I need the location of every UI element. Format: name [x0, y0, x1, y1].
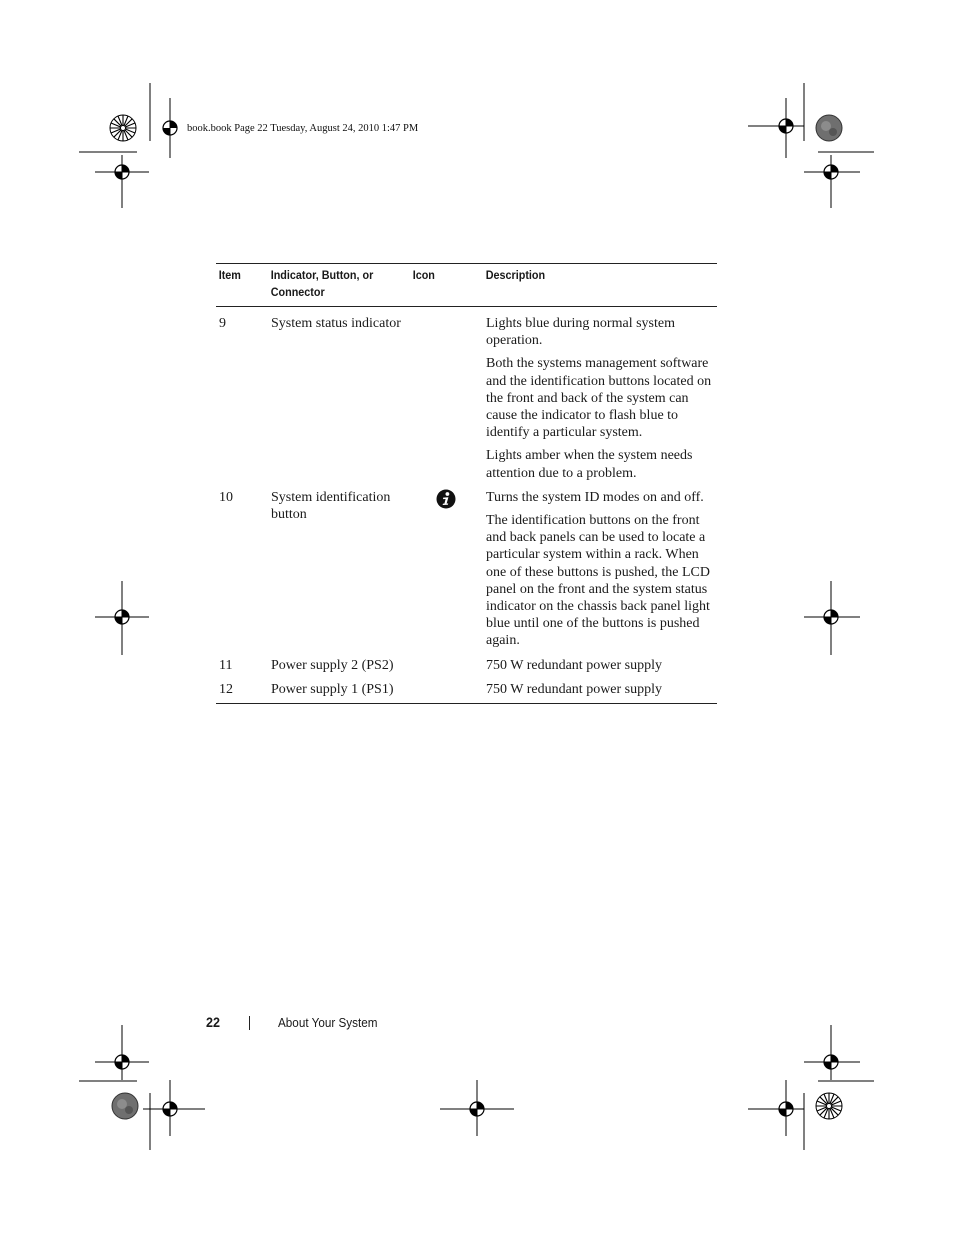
print-header: book.book Page 22 Tuesday, August 24, 2010 1:47 PM: [187, 123, 419, 134]
column-header-item: Item: [218, 268, 241, 282]
item-number: 10: [219, 489, 233, 505]
item-name: Power supply 2 (PS2): [271, 657, 394, 673]
column-header-indicator: Indicator, Button, or Connector: [270, 268, 374, 299]
item-name: System identification button: [271, 489, 391, 523]
column-header-description: Description: [485, 268, 546, 282]
description-paragraph: 750 W redundant power supply: [486, 681, 663, 697]
item-name: Power supply 1 (PS1): [271, 681, 394, 697]
description-paragraph: The identification buttons on the front and back panels can be used to locate a particular system within a rack. When one of these buttons is pushed, the LCD panel on the front and the system status indicator on the chassis back panel light blue until one of the buttons is pushed again.: [486, 513, 710, 649]
table-row: [216, 674, 717, 704]
item-icon-cell: [410, 307, 483, 482]
item-icon-cell: [410, 674, 483, 704]
table-row: [216, 482, 717, 650]
description-paragraph: Lights blue during normal system operation.: [486, 316, 675, 349]
table-header-row: [216, 264, 717, 307]
description-paragraph: Both the systems management software and the identification buttons located on the front and back of the system can cause the indicator to flash blue to identify a particular system.: [486, 356, 712, 441]
table-row: [216, 650, 717, 674]
item-icon-cell: [410, 650, 483, 674]
item-number: 11: [219, 657, 233, 673]
indicator-table: [216, 263, 717, 704]
description-paragraph: 750 W redundant power supply: [486, 657, 663, 673]
item-description: [483, 307, 717, 482]
item-number: 9: [219, 316, 226, 331]
item-number: 12: [219, 681, 233, 697]
info-icon: [436, 489, 456, 509]
footer-chapter-title: About Your System: [278, 1015, 378, 1030]
footer-divider: [249, 1016, 250, 1030]
item-description: [483, 674, 717, 704]
item-description: [483, 650, 717, 674]
indicator-table-wrapper: [216, 263, 717, 704]
item-icon-cell: [410, 482, 483, 650]
item-name: System status indicator: [271, 316, 401, 331]
description-paragraph: Turns the system ID modes on and off.: [486, 489, 704, 505]
table-row: [216, 307, 717, 482]
page-number: 22: [206, 1014, 221, 1030]
item-description: [483, 482, 717, 650]
column-header-icon: Icon: [412, 268, 435, 282]
description-paragraph: Lights amber when the system needs attention due to a problem.: [486, 448, 693, 481]
